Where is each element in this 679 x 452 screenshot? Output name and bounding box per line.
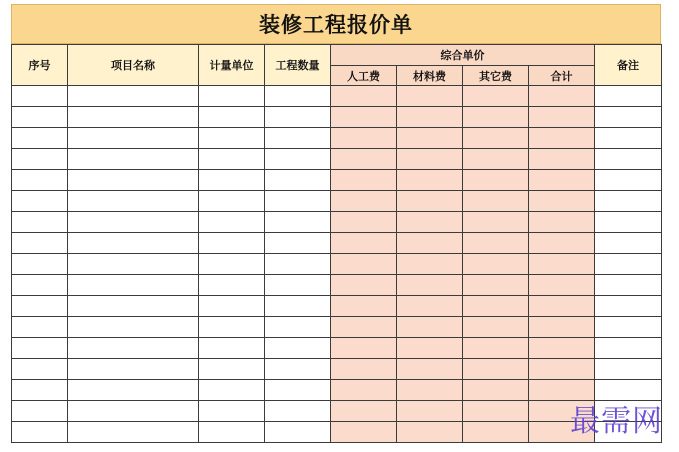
cell-remark[interactable]	[595, 86, 662, 107]
cell-item-name[interactable]	[68, 317, 199, 338]
cell-unit[interactable]	[199, 380, 265, 401]
cell-quantity[interactable]	[265, 422, 331, 443]
table-row	[12, 275, 662, 296]
cell-other[interactable]	[463, 254, 529, 275]
cell-quantity[interactable]	[265, 296, 331, 317]
table-row	[12, 149, 662, 170]
cell-seq[interactable]	[12, 380, 68, 401]
cell-labor[interactable]	[331, 254, 397, 275]
cell-remark[interactable]	[595, 128, 662, 149]
cell-remark[interactable]	[595, 296, 662, 317]
cell-quantity[interactable]	[265, 128, 331, 149]
header-combined-price: 综合单价	[331, 45, 595, 66]
cell-remark[interactable]	[595, 212, 662, 233]
cell-seq[interactable]	[12, 86, 68, 107]
cell-material[interactable]	[397, 380, 463, 401]
header-seq: 序号	[12, 45, 68, 86]
header-material: 材料费	[397, 66, 463, 86]
cell-remark[interactable]	[595, 359, 662, 380]
cell-item-name[interactable]	[68, 128, 199, 149]
cell-seq[interactable]	[12, 233, 68, 254]
cell-material[interactable]	[397, 359, 463, 380]
header-other: 其它费	[463, 66, 529, 86]
cell-material[interactable]	[397, 317, 463, 338]
cell-remark[interactable]	[595, 107, 662, 128]
cell-labor[interactable]	[331, 296, 397, 317]
cell-remark[interactable]	[595, 233, 662, 254]
cell-quantity[interactable]	[265, 107, 331, 128]
cell-other[interactable]	[463, 149, 529, 170]
cell-item-name[interactable]	[68, 212, 199, 233]
cell-seq[interactable]	[12, 191, 68, 212]
cell-remark[interactable]	[595, 275, 662, 296]
cell-other[interactable]	[463, 296, 529, 317]
cell-total[interactable]	[529, 149, 595, 170]
cell-unit[interactable]	[199, 191, 265, 212]
cell-other[interactable]	[463, 275, 529, 296]
cell-remark[interactable]	[595, 149, 662, 170]
table-row	[12, 422, 662, 443]
cell-seq[interactable]	[12, 296, 68, 317]
cell-unit[interactable]	[199, 275, 265, 296]
cell-labor[interactable]	[331, 170, 397, 191]
cell-material[interactable]	[397, 338, 463, 359]
cell-labor[interactable]	[331, 86, 397, 107]
cell-other[interactable]	[463, 380, 529, 401]
cell-unit[interactable]	[199, 170, 265, 191]
table-row	[12, 317, 662, 338]
cell-other[interactable]	[463, 338, 529, 359]
table-row	[12, 191, 662, 212]
header-total: 合计	[529, 66, 595, 86]
cell-item-name[interactable]	[68, 149, 199, 170]
quote-table	[11, 44, 662, 443]
cell-material[interactable]	[397, 296, 463, 317]
cell-unit[interactable]	[199, 128, 265, 149]
cell-quantity[interactable]	[265, 275, 331, 296]
cell-other[interactable]	[463, 422, 529, 443]
cell-seq[interactable]	[12, 275, 68, 296]
sheet-title: 装修工程报价单	[11, 4, 661, 44]
cell-total[interactable]	[529, 338, 595, 359]
cell-total[interactable]	[529, 212, 595, 233]
cell-unit[interactable]	[199, 107, 265, 128]
cell-remark[interactable]	[595, 254, 662, 275]
cell-seq[interactable]	[12, 401, 68, 422]
cell-item-name[interactable]	[68, 170, 199, 191]
cell-seq[interactable]	[12, 170, 68, 191]
cell-other[interactable]	[463, 317, 529, 338]
table-body	[12, 86, 662, 443]
cell-item-name[interactable]	[68, 338, 199, 359]
cell-material[interactable]	[397, 401, 463, 422]
cell-seq[interactable]	[12, 359, 68, 380]
cell-quantity[interactable]	[265, 212, 331, 233]
cell-item-name[interactable]	[68, 254, 199, 275]
cell-quantity[interactable]	[265, 317, 331, 338]
cell-quantity[interactable]	[265, 149, 331, 170]
cell-labor[interactable]	[331, 128, 397, 149]
cell-labor[interactable]	[331, 149, 397, 170]
cell-quantity[interactable]	[265, 170, 331, 191]
cell-unit[interactable]	[199, 212, 265, 233]
header-quantity: 工程数量	[265, 45, 331, 86]
table-row	[12, 254, 662, 275]
header-unit: 计量单位	[199, 45, 265, 86]
cell-labor[interactable]	[331, 401, 397, 422]
cell-quantity[interactable]	[265, 254, 331, 275]
cell-unit[interactable]	[199, 86, 265, 107]
cell-item-name[interactable]	[68, 422, 199, 443]
cell-unit[interactable]	[199, 149, 265, 170]
cell-unit[interactable]	[199, 317, 265, 338]
cell-total[interactable]	[529, 191, 595, 212]
cell-seq[interactable]	[12, 212, 68, 233]
cell-total[interactable]	[529, 254, 595, 275]
table-row	[12, 296, 662, 317]
cell-item-name[interactable]	[68, 86, 199, 107]
cell-total[interactable]	[529, 170, 595, 191]
cell-total[interactable]	[529, 128, 595, 149]
table-row	[12, 401, 662, 422]
cell-other[interactable]	[463, 107, 529, 128]
cell-other[interactable]	[463, 170, 529, 191]
cell-total[interactable]	[529, 275, 595, 296]
cell-material[interactable]	[397, 86, 463, 107]
cell-remark[interactable]	[595, 170, 662, 191]
cell-seq[interactable]	[12, 128, 68, 149]
cell-labor[interactable]	[331, 317, 397, 338]
header-item-name: 项目名称	[68, 45, 199, 86]
cell-unit[interactable]	[199, 233, 265, 254]
cell-material[interactable]	[397, 170, 463, 191]
cell-item-name[interactable]	[68, 401, 199, 422]
cell-unit[interactable]	[199, 296, 265, 317]
cell-seq[interactable]	[12, 422, 68, 443]
watermark-logo: 最需网	[570, 404, 663, 439]
cell-quantity[interactable]	[265, 233, 331, 254]
cell-other[interactable]	[463, 191, 529, 212]
cell-item-name[interactable]	[68, 380, 199, 401]
cell-other[interactable]	[463, 128, 529, 149]
cell-material[interactable]	[397, 191, 463, 212]
cell-unit[interactable]	[199, 359, 265, 380]
header-labor: 人工费	[331, 66, 397, 86]
cell-material[interactable]	[397, 212, 463, 233]
cell-seq[interactable]	[12, 107, 68, 128]
cell-quantity[interactable]	[265, 191, 331, 212]
quote-sheet	[11, 4, 661, 443]
cell-material[interactable]	[397, 254, 463, 275]
cell-labor[interactable]	[331, 275, 397, 296]
cell-labor[interactable]	[331, 338, 397, 359]
table-row	[12, 359, 662, 380]
cell-quantity[interactable]	[265, 380, 331, 401]
cell-other[interactable]	[463, 212, 529, 233]
cell-remark[interactable]	[595, 338, 662, 359]
cell-material[interactable]	[397, 107, 463, 128]
cell-material[interactable]	[397, 422, 463, 443]
cell-seq[interactable]	[12, 317, 68, 338]
cell-item-name[interactable]	[68, 233, 199, 254]
cell-labor[interactable]	[331, 212, 397, 233]
cell-unit[interactable]	[199, 422, 265, 443]
cell-material[interactable]	[397, 275, 463, 296]
cell-labor[interactable]	[331, 380, 397, 401]
cell-labor[interactable]	[331, 359, 397, 380]
cell-unit[interactable]	[199, 338, 265, 359]
cell-other[interactable]	[463, 359, 529, 380]
cell-other[interactable]	[463, 233, 529, 254]
cell-quantity[interactable]	[265, 359, 331, 380]
cell-labor[interactable]	[331, 191, 397, 212]
header-remark: 备注	[595, 45, 662, 86]
cell-material[interactable]	[397, 233, 463, 254]
cell-seq[interactable]	[12, 149, 68, 170]
cell-other[interactable]	[463, 401, 529, 422]
table-row	[12, 212, 662, 233]
cell-remark[interactable]	[595, 317, 662, 338]
table-row	[12, 86, 662, 107]
table-row	[12, 338, 662, 359]
cell-quantity[interactable]	[265, 401, 331, 422]
cell-total[interactable]	[529, 107, 595, 128]
table-row	[12, 128, 662, 149]
cell-item-name[interactable]	[68, 296, 199, 317]
cell-unit[interactable]	[199, 401, 265, 422]
table-row	[12, 107, 662, 128]
cell-labor[interactable]	[331, 107, 397, 128]
cell-other[interactable]	[463, 86, 529, 107]
cell-labor[interactable]	[331, 233, 397, 254]
cell-total[interactable]	[529, 359, 595, 380]
cell-material[interactable]	[397, 128, 463, 149]
cell-seq[interactable]	[12, 254, 68, 275]
cell-item-name[interactable]	[68, 191, 199, 212]
cell-quantity[interactable]	[265, 338, 331, 359]
cell-total[interactable]	[529, 233, 595, 254]
cell-item-name[interactable]	[68, 275, 199, 296]
cell-total[interactable]	[529, 296, 595, 317]
cell-remark[interactable]	[595, 191, 662, 212]
cell-unit[interactable]	[199, 254, 265, 275]
cell-total[interactable]	[529, 317, 595, 338]
cell-labor[interactable]	[331, 422, 397, 443]
cell-item-name[interactable]	[68, 359, 199, 380]
cell-quantity[interactable]	[265, 86, 331, 107]
cell-material[interactable]	[397, 149, 463, 170]
cell-item-name[interactable]	[68, 107, 199, 128]
table-row	[12, 380, 662, 401]
table-row	[12, 170, 662, 191]
cell-total[interactable]	[529, 86, 595, 107]
cell-seq[interactable]	[12, 338, 68, 359]
table-row	[12, 233, 662, 254]
